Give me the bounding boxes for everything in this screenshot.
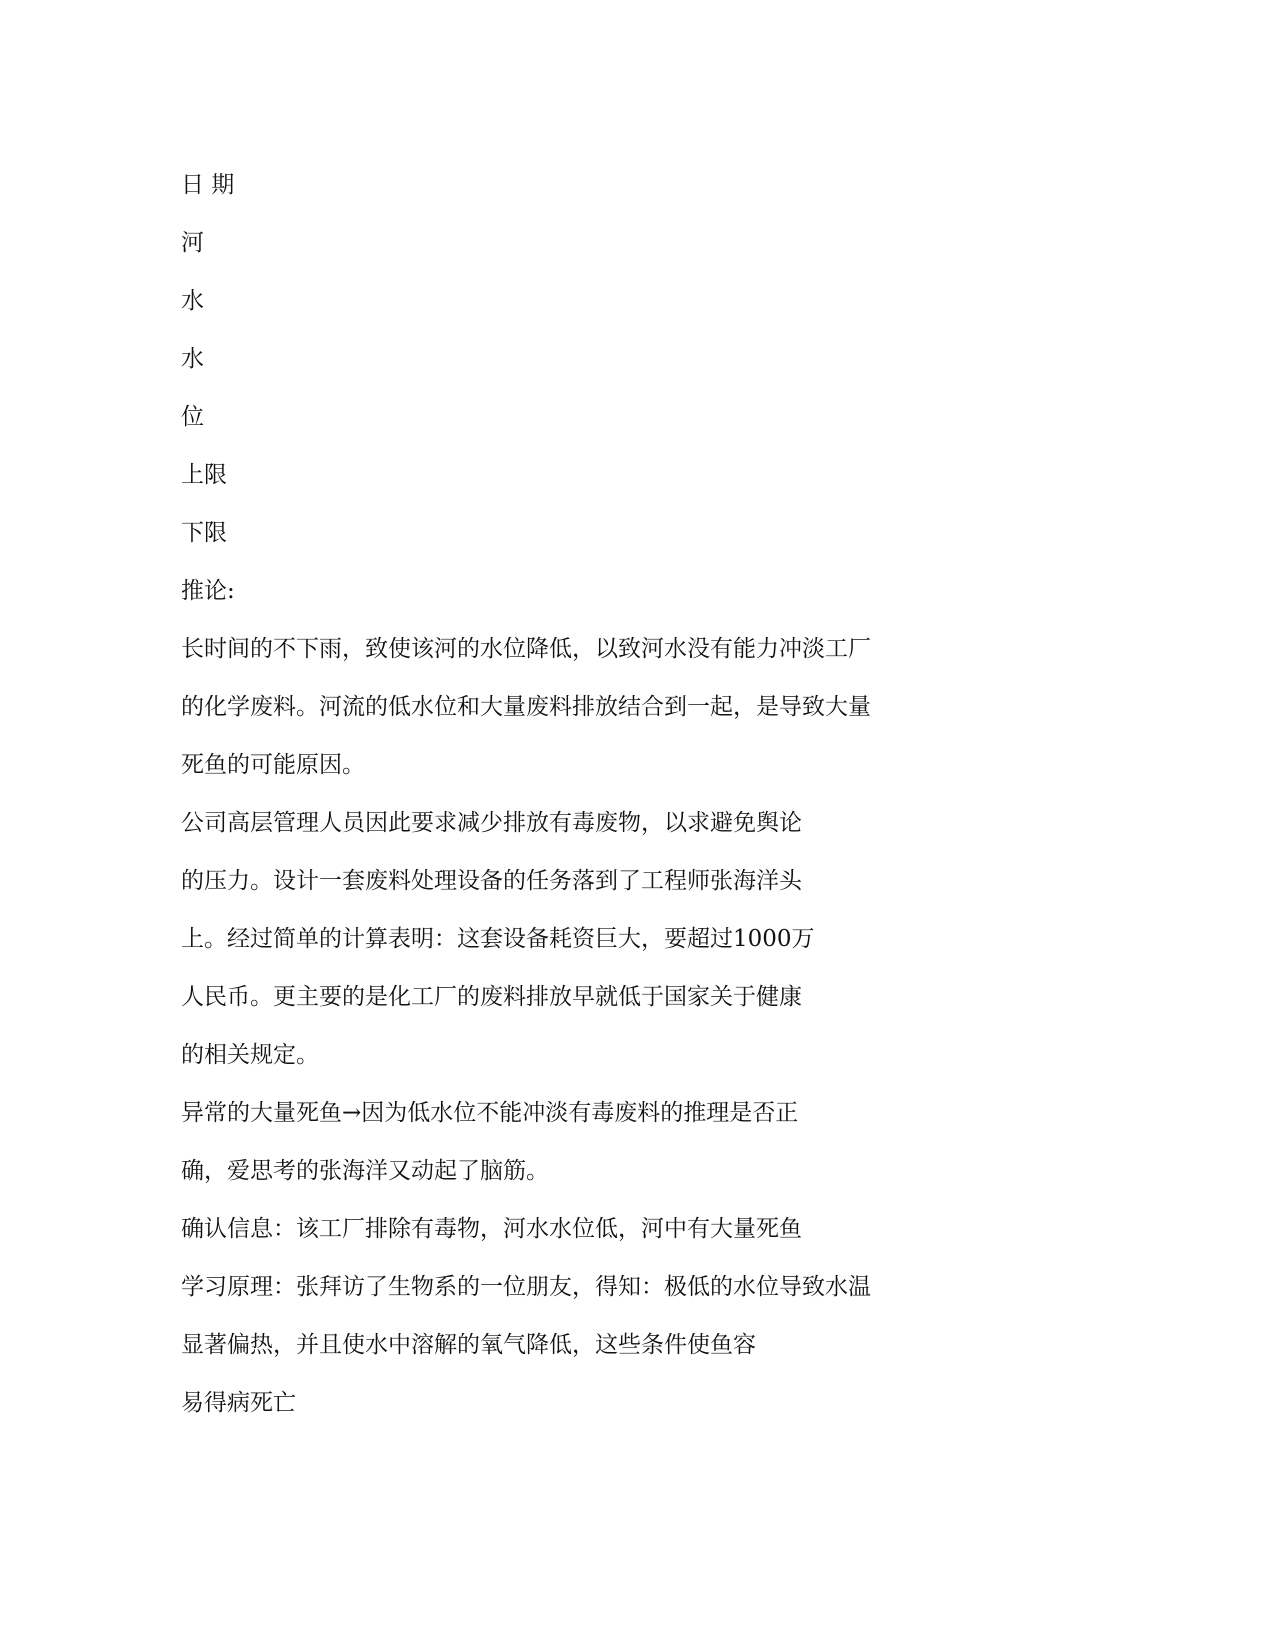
body-line: 长时间的不下雨，致使该河的水位降低，以致河水没有能力冲淡工厂 — [181, 636, 871, 662]
body-line: 人民币。更主要的是化工厂的废料排放早就低于国家关于健康 — [181, 984, 802, 1010]
body-line: 上。经过简单的计算表明：这套设备耗资巨大，要超过1000万 — [181, 926, 815, 952]
body-line: 确，爱思考的张海洋又动起了脑筋。 — [181, 1158, 549, 1184]
body-line: 易得病死亡 — [181, 1390, 296, 1416]
inference-heading: 推论: — [181, 578, 235, 604]
body-line: 的相关规定。 — [181, 1042, 319, 1068]
body-line: 确认信息：该工厂排除有毒物，河水水位低，河中有大量死鱼 — [181, 1216, 802, 1242]
body-line: 的压力。设计一套废料处理设备的任务落到了工程师张海洋头 — [181, 868, 802, 894]
date-label: 日 期 — [181, 172, 235, 198]
body-line: 显著偏热，并且使水中溶解的氧气降低，这些条件使鱼容 — [181, 1332, 756, 1358]
table-label-wei: 位 — [181, 404, 204, 430]
body-line: 学习原理：张拜访了生物系的一位朋友，得知：极低的水位导致水温 — [181, 1274, 871, 1300]
body-line: 公司高层管理人员因此要求减少排放有毒废物，以求避免舆论 — [181, 810, 802, 836]
table-label-shui-2: 水 — [181, 346, 204, 372]
lower-limit-label: 下限 — [181, 520, 227, 546]
table-label-he: 河 — [181, 230, 204, 256]
upper-limit-label: 上限 — [181, 462, 227, 488]
body-line: 的化学废料。河流的低水位和大量废料排放结合到一起，是导致大量 — [181, 694, 871, 720]
body-line: 异常的大量死鱼→因为低水位不能冲淡有毒废料的推理是否正 — [181, 1100, 799, 1126]
body-line: 死鱼的可能原因。 — [181, 752, 365, 778]
table-label-shui-1: 水 — [181, 288, 204, 314]
